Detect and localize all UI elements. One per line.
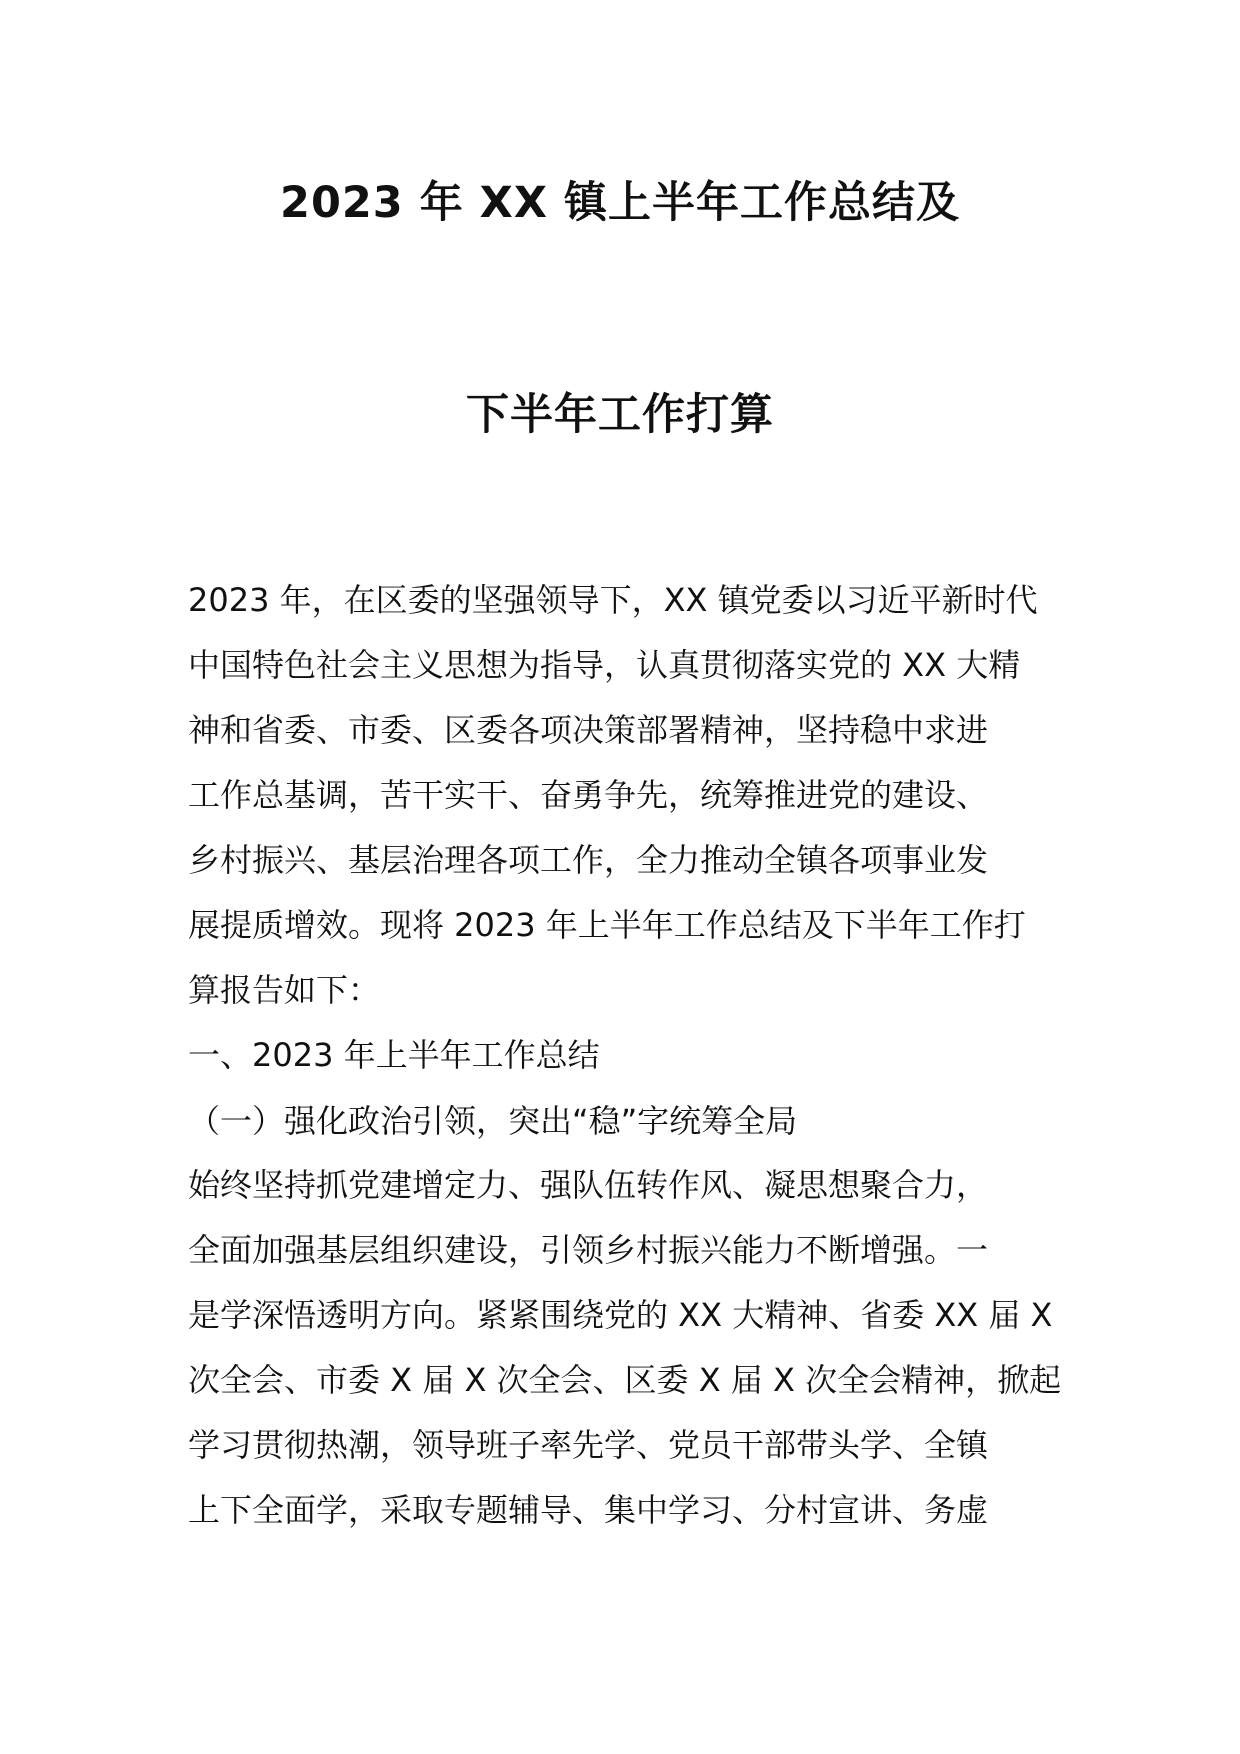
subsection-heading: （一）强化政治引领，突出“稳”字统筹全局	[188, 1102, 798, 1140]
document-title-line-1: 2023 年 XX 镇上半年工作总结及	[280, 178, 960, 228]
body-paragraph	[188, 1153, 1062, 1543]
paragraph-line: 上下全面学，采取专题辅导、集中学习、分村宣讲、务虚	[188, 1491, 989, 1529]
intro-line: 工作总基调，苦干实干、奋勇争先，统筹推进党的建设、	[188, 776, 989, 814]
intro-line: 神和省委、市委、区委各项决策部署精神，坚持稳中求进	[188, 711, 989, 749]
document-title-line-2: 下半年工作打算	[466, 390, 774, 440]
intro-paragraph	[188, 568, 1058, 1023]
paragraph-line: 次全会、市委 X 届 X 次全会、区委 X 届 X 次全会精神，掀起	[188, 1361, 1062, 1399]
intro-line: 乡村振兴、基层治理各项工作，全力推动全镇各项事业发	[188, 841, 989, 879]
section-heading: 一、2023 年上半年工作总结	[188, 1036, 600, 1074]
intro-line: 算报告如下：	[188, 971, 381, 1009]
intro-line: 2023 年，在区委的坚强领导下，XX 镇党委以习近平新时代	[188, 581, 1038, 619]
intro-line: 中国特色社会主义思想为指导，认真贯彻落实党的 XX 大精	[188, 646, 1021, 684]
paragraph-line: 全面加强基层组织建设，引领乡村振兴能力不断增强。一	[188, 1231, 989, 1269]
paragraph-line: 始终坚持抓党建增定力、强队伍转作风、凝思想聚合力，	[188, 1166, 989, 1204]
paragraph-line: 是学深悟透明方向。紧紧围绕党的 XX 大精神、省委 XX 届 X	[188, 1296, 1053, 1334]
intro-line: 展提质增效。现将 2023 年上半年工作总结及下半年工作打	[188, 906, 1026, 944]
paragraph-line: 学习贯彻热潮，领导班子率先学、党员干部带头学、全镇	[188, 1426, 989, 1464]
